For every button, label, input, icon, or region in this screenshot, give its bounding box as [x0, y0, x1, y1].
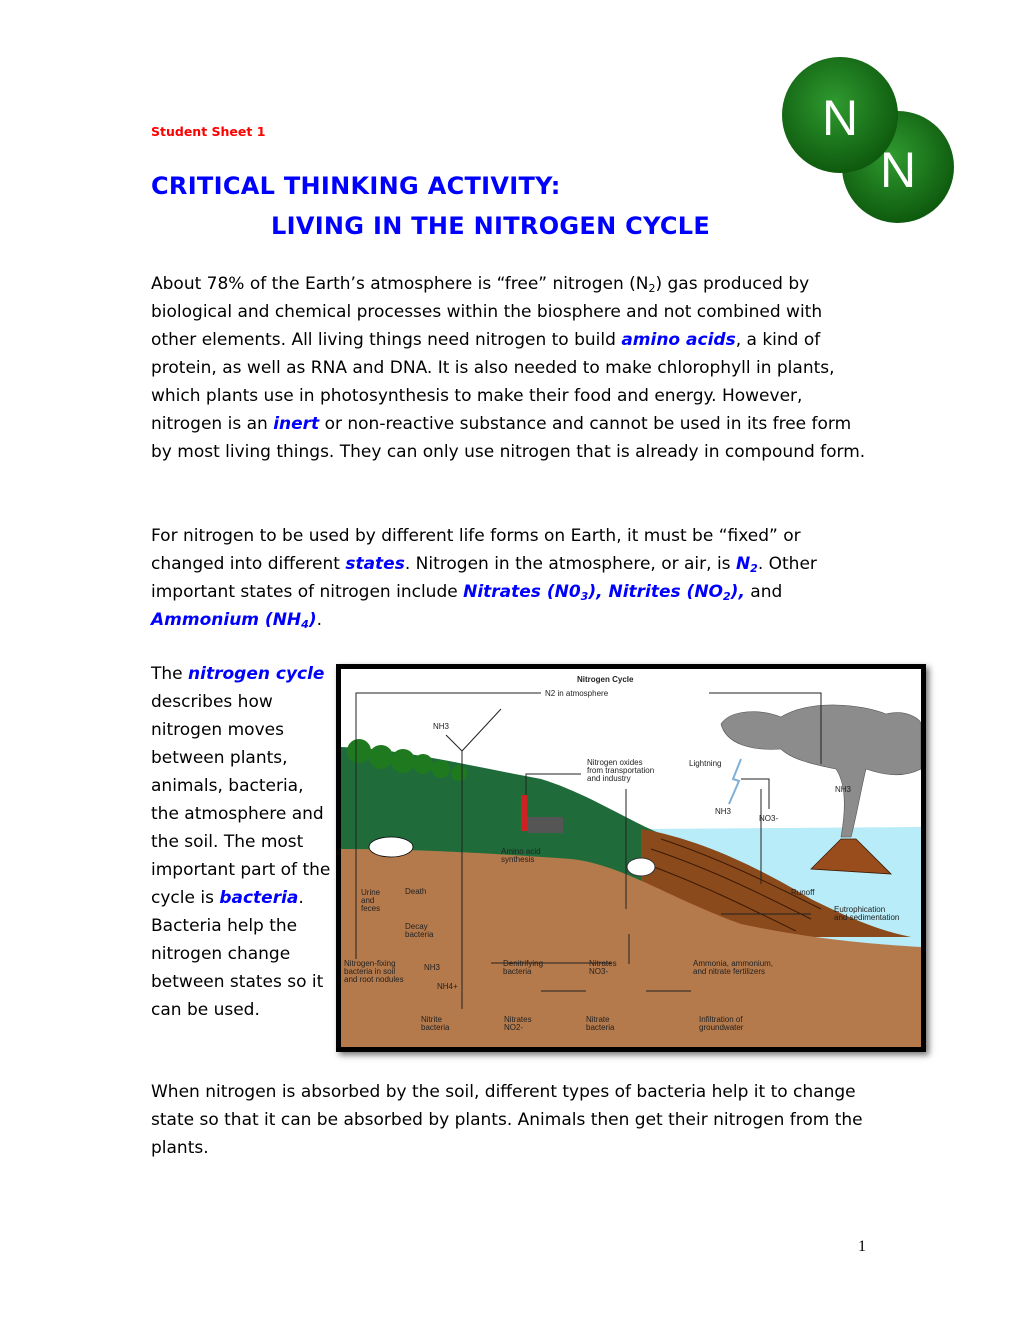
label: Nitrates [589, 959, 617, 968]
label: bacteria [503, 967, 532, 976]
cycle-paragraph [151, 660, 331, 1024]
text: ), Nitrites (NO [588, 582, 724, 602]
label: feces [361, 904, 381, 913]
label: NH3 [715, 807, 732, 816]
subscript: 2 [723, 590, 731, 603]
atom-label-2: N [879, 142, 917, 198]
label: Ammonia, ammonium, [693, 959, 774, 968]
keyword-bacteria: bacteria [219, 888, 299, 908]
text: Ammonium (NH [151, 610, 302, 630]
label: NH3 [433, 722, 450, 731]
label: N2 in atmosphere [545, 689, 609, 698]
text: and [744, 582, 783, 602]
label: NO3- [589, 967, 609, 976]
text: ) gas produced by biological and chemical processes within the biosphere and not combined with other elements. All living things need nitrogen to build [151, 274, 823, 350]
subscript: 2 [750, 562, 758, 575]
text: describes how nitrogen moves between plants, animals, bacteria, the atmosphere and the soil. The most important part of the cycle is [151, 692, 331, 908]
label: NH4+ [437, 982, 458, 991]
text: ) [308, 610, 317, 630]
label: and [361, 896, 375, 905]
label: Death [405, 887, 427, 896]
label: and nitrate fertilizers [693, 967, 766, 976]
label: synthesis [501, 855, 535, 864]
label: Eutrophication [834, 905, 886, 914]
page-number: 1 [858, 1238, 866, 1255]
subscript: 2 [648, 282, 656, 295]
label: NO2- [504, 1023, 524, 1032]
sheet-label: Student Sheet 1 [151, 124, 266, 139]
keyword-n2 [736, 554, 758, 574]
label: Runoff [791, 888, 815, 897]
intro-paragraph [151, 270, 871, 466]
label: Nitrogen-fixing [344, 959, 396, 968]
label: bacteria in soil [344, 967, 396, 976]
label: and industry [587, 774, 631, 783]
atom-label-1: N [821, 90, 859, 146]
text: or non-reactive substance and cannot be used in its free form by most living things. They can only use nitrogen that is already in compound form. [151, 414, 866, 462]
label: Nitrite [421, 1015, 442, 1024]
figure-title: Nitrogen Cycle [577, 675, 634, 684]
label: bacteria [405, 930, 434, 939]
text: The [151, 664, 189, 684]
label: Decay [405, 922, 428, 931]
text: . Nitrogen in the atmosphere, or air, is [404, 554, 736, 574]
nitrogen-cycle-diagram [336, 664, 926, 1052]
label: Amino acid [501, 847, 541, 856]
keyword-nitrates-nitrites [463, 582, 745, 602]
keyword-nitrogen-cycle: nitrogen cycle [188, 664, 325, 684]
nitrogen-molecule-icon [782, 55, 962, 225]
text: . Other important states of nitrogen include [151, 554, 817, 602]
label: Nitrogen oxides [587, 758, 643, 767]
closing-paragraph: When nitrogen is absorbed by the soil, different types of bacteria help it to change state so that it can be absorbed by plants. Animals then get their nitrogen from the plants. [151, 1082, 863, 1158]
text: Nitrates (N0 [463, 582, 581, 602]
states-paragraph [151, 522, 871, 634]
text: . Bacteria help the nitrogen change between states so it can be used. [151, 888, 324, 1020]
keyword-inert: inert [273, 414, 320, 434]
label: Nitrate [586, 1015, 610, 1024]
label: NH3 [424, 963, 441, 972]
text: N [735, 554, 751, 574]
text: , a kind of protein, as well as RNA and DNA. It is also needed to make chlorophyll in plants, which plants use in photosynthesis to make their food and energy. However, nitrogen is an [151, 330, 835, 434]
keyword-ammonium [151, 610, 317, 630]
label: Infiltration of [699, 1015, 743, 1024]
label: from transportation [587, 766, 655, 775]
label: and root nodules [344, 975, 404, 984]
label: bacteria [421, 1023, 450, 1032]
label: NO3- [759, 814, 779, 823]
text: ), [730, 582, 745, 602]
keyword-amino-acids: amino acids [621, 330, 736, 350]
label: Lightning [689, 759, 722, 768]
label: groundwater [699, 1023, 744, 1032]
label: and sedimentation [834, 913, 900, 922]
text: . [316, 610, 322, 630]
page-title-line1: CRITICAL THINKING ACTIVITY: [151, 172, 561, 200]
text: About 78% of the Earth’s atmosphere is “free” nitrogen (N [151, 274, 649, 294]
subscript: 3 [580, 590, 589, 603]
subscript: 4 [301, 618, 309, 631]
page-title-line2: LIVING IN THE NITROGEN CYCLE [271, 212, 711, 240]
label: Urine [361, 888, 381, 897]
keyword-states: states [345, 554, 405, 574]
label: Nitrates [504, 1015, 532, 1024]
text: For nitrogen to be used by different life forms on Earth, it must be “fixed” or changed into different [151, 526, 801, 574]
label: NH3 [835, 785, 852, 794]
label: bacteria [586, 1023, 615, 1032]
label: Denitrifying [503, 959, 544, 968]
